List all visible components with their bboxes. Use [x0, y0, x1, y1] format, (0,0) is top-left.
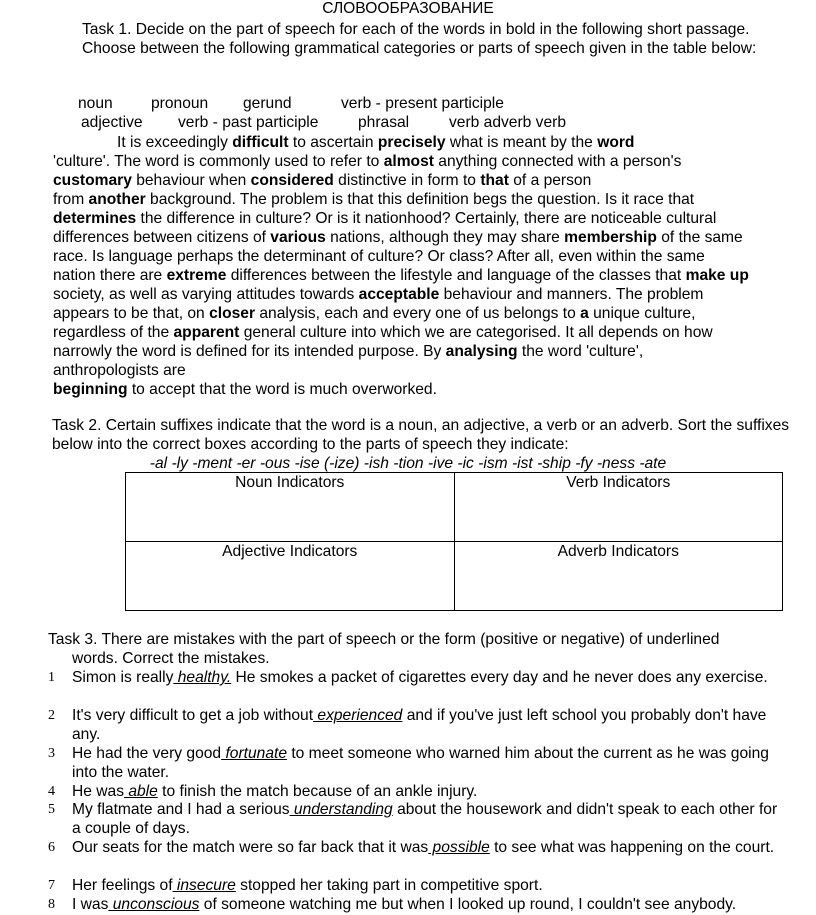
underlined-word: experienced: [313, 707, 403, 724]
passage-text: unique culture,: [588, 305, 696, 322]
item-text-segment: and if you've just left school you probably don't have any.: [72, 707, 767, 743]
task3-intro: [48, 630, 788, 668]
category-item: adjective: [81, 114, 143, 131]
item-text-segment: to meet someone who warned him about the current as he was going into the water.: [72, 745, 769, 781]
passage-text: what is meant by the: [445, 134, 598, 151]
passage-text: society, as well as varying attitudes towards: [53, 286, 359, 303]
bold-word: considered: [250, 172, 334, 189]
passage-text: nation there are: [53, 267, 167, 284]
item-text-segment: I was: [72, 896, 109, 913]
passage-line: [53, 342, 643, 361]
passage-line: [53, 304, 695, 323]
task3-intro-line2: words. Correct the mistakes.: [72, 650, 270, 667]
item-text-segment: Her feelings of: [72, 877, 173, 894]
item-text-segment: He smokes a packet of cigarettes every day and he never does any exercise.: [231, 669, 768, 686]
item-text-segment: stopped her taking part in competitive sport.: [235, 877, 543, 894]
adverb-indicators-header: Adverb Indicators: [557, 543, 679, 560]
verb-indicators-cell[interactable]: [454, 473, 783, 542]
item-text: [72, 876, 784, 895]
passage-text: behaviour and manners. The problem: [439, 286, 704, 303]
noun-indicators-header: Noun Indicators: [235, 474, 345, 491]
underlined-word: unconscious: [108, 896, 200, 913]
passage-text: narrowly the word is defined for its intended purpose. By: [53, 343, 446, 360]
passage-text: background. The problem is that this definition begs the question. Is it race that: [145, 191, 695, 208]
adjective-indicators-header: Adjective Indicators: [222, 543, 358, 560]
passage-line: [53, 228, 743, 247]
bold-word: apparent: [173, 324, 240, 341]
passage-text: analysis, each and every one of us belongs to: [255, 305, 581, 322]
item-number: 6: [48, 840, 55, 855]
item-number: 4: [48, 784, 55, 799]
task3-intro-line1: Task 3. There are mistakes with the part of speech or the form (positive or negative) of underlined: [48, 631, 720, 648]
passage-text: differences between the lifestyle and language of the classes that: [226, 267, 686, 284]
underlined-word: able: [124, 783, 158, 800]
item-number: 2: [48, 708, 55, 723]
item-text: [72, 782, 784, 801]
passage-text: differences between citizens of: [53, 229, 271, 246]
passage-line: [53, 323, 713, 342]
suffix-list: -al -ly -ment -er -ous -ise (-ize) -ish -tion -ive -ic -ism -ist -ship -fy -ness -ate: [149, 455, 667, 472]
passage-text: of a person: [508, 172, 592, 189]
passage-line: [53, 361, 186, 380]
adverb-indicators-cell[interactable]: [454, 542, 783, 611]
item-text-segment: Our seats for the match were so far back that it was: [72, 839, 429, 856]
passage-text: anything connected with a person's: [433, 153, 682, 170]
passage-text: general culture into which we are categorised. It all depends on how: [239, 324, 713, 341]
passage-line: [53, 209, 716, 228]
item-text-segment: about the housework and didn't speak to each other for a couple of days.: [72, 801, 778, 837]
category-item: verb adverb verb: [449, 114, 567, 131]
underlined-word: insecure: [172, 877, 236, 894]
category-item: pronoun: [151, 95, 209, 112]
page-title: СЛОВООБРАЗОВАНИЕ: [322, 0, 494, 17]
bold-word: word: [597, 134, 635, 151]
passage-text: regardless of the: [53, 324, 174, 341]
underlined-word: possible: [428, 839, 490, 856]
bold-word: determines: [53, 210, 137, 227]
passage-text: of the same: [656, 229, 743, 246]
item-number: 8: [48, 897, 55, 912]
item-number: 1: [48, 670, 55, 685]
item-text-segment: to see what was happening on the court.: [489, 839, 775, 856]
verb-indicators-header: Verb Indicators: [566, 474, 671, 491]
item-text-segment: It's very difficult to get a job without: [72, 707, 314, 724]
passage-text: the difference in culture? Or is it nationhood? Certainly, there are noticeable cultural: [136, 210, 717, 227]
passage-text: anthropologists are: [53, 362, 186, 379]
bold-word: extreme: [166, 267, 227, 284]
bold-word: acceptable: [358, 286, 440, 303]
underlined-word: fortunate: [221, 745, 287, 762]
item-text-segment: He was: [72, 783, 124, 800]
category-item: phrasal: [358, 114, 410, 131]
passage-line: [53, 171, 591, 190]
item-text: [72, 895, 784, 914]
passage-text: from: [53, 191, 89, 208]
item-text-segment: He had the very good: [72, 745, 222, 762]
bold-word: difficult: [232, 134, 289, 151]
passage-text: to accept that the word is much overworked.: [127, 381, 437, 398]
item-number: 7: [48, 878, 55, 893]
passage-line: [53, 285, 703, 304]
task2-intro: Task 2. Certain suffixes indicate that the word is a noun, an adjective, a verb or an adverb. Sort the suffixes below into the correct boxes according to the parts of speech they indicate:: [52, 417, 790, 453]
item-text-segment: My flatmate and I had a serious: [72, 801, 290, 818]
indicators-table: [125, 472, 783, 611]
bold-word: beginning: [53, 381, 128, 398]
underlined-word: understanding: [289, 801, 393, 818]
category-item: noun: [78, 95, 113, 112]
passage-line: [53, 266, 749, 285]
item-text: [72, 800, 784, 838]
passage-text: to ascertain: [288, 134, 378, 151]
passage-line: [53, 247, 705, 266]
passage-text: It is exceedingly: [117, 134, 233, 151]
bold-word: closer: [209, 305, 256, 322]
passage-text: behaviour when: [131, 172, 251, 189]
passage-line: [53, 190, 694, 209]
passage-line: [53, 152, 681, 171]
item-number: 3: [48, 746, 55, 761]
item-text-segment: to finish the match because of an ankle injury.: [157, 783, 478, 800]
bold-word: membership: [564, 229, 657, 246]
item-text-segment: of someone watching me but when I looked up round, I couldn't see anybody.: [199, 896, 737, 913]
item-text-segment: Simon is really: [72, 669, 174, 686]
item-text: [72, 706, 784, 744]
bold-word: precisely: [377, 134, 446, 151]
passage-text: race. Is language perhaps the determinant of culture? Or class? After all, even within the same: [53, 248, 705, 265]
category-item: gerund: [243, 95, 292, 112]
passage-line: [117, 133, 634, 152]
adjective-indicators-cell[interactable]: [126, 542, 455, 611]
bold-word: make up: [685, 267, 749, 284]
bold-word: a: [580, 305, 589, 322]
passage-text: the word 'culture',: [517, 343, 644, 360]
item-text: [72, 668, 784, 687]
item-text: [72, 744, 784, 782]
category-item: verb - present participle: [341, 95, 504, 112]
bold-word: customary: [53, 172, 132, 189]
passage-text: nations, although they may share: [325, 229, 565, 246]
item-text: [72, 838, 784, 857]
passage-text: appears to be that, on: [53, 305, 210, 322]
category-item: verb - past participle: [178, 114, 319, 131]
bold-word: another: [88, 191, 146, 208]
passage-line: [53, 380, 437, 399]
noun-indicators-cell[interactable]: [126, 473, 455, 542]
task1-intro: Task 1. Decide on the part of speech for each of the words in bold in the following short passage. Choose between the following grammatical categories or parts of speech given in the table below:: [82, 21, 757, 57]
bold-word: that: [480, 172, 509, 189]
bold-word: almost: [383, 153, 434, 170]
bold-word: analysing: [445, 343, 518, 360]
passage-text: 'culture'. The word is commonly used to refer to: [53, 153, 384, 170]
passage-text: distinctive in form to: [333, 172, 481, 189]
item-number: 5: [48, 802, 55, 817]
bold-word: various: [270, 229, 326, 246]
underlined-word: healthy.: [173, 669, 232, 686]
